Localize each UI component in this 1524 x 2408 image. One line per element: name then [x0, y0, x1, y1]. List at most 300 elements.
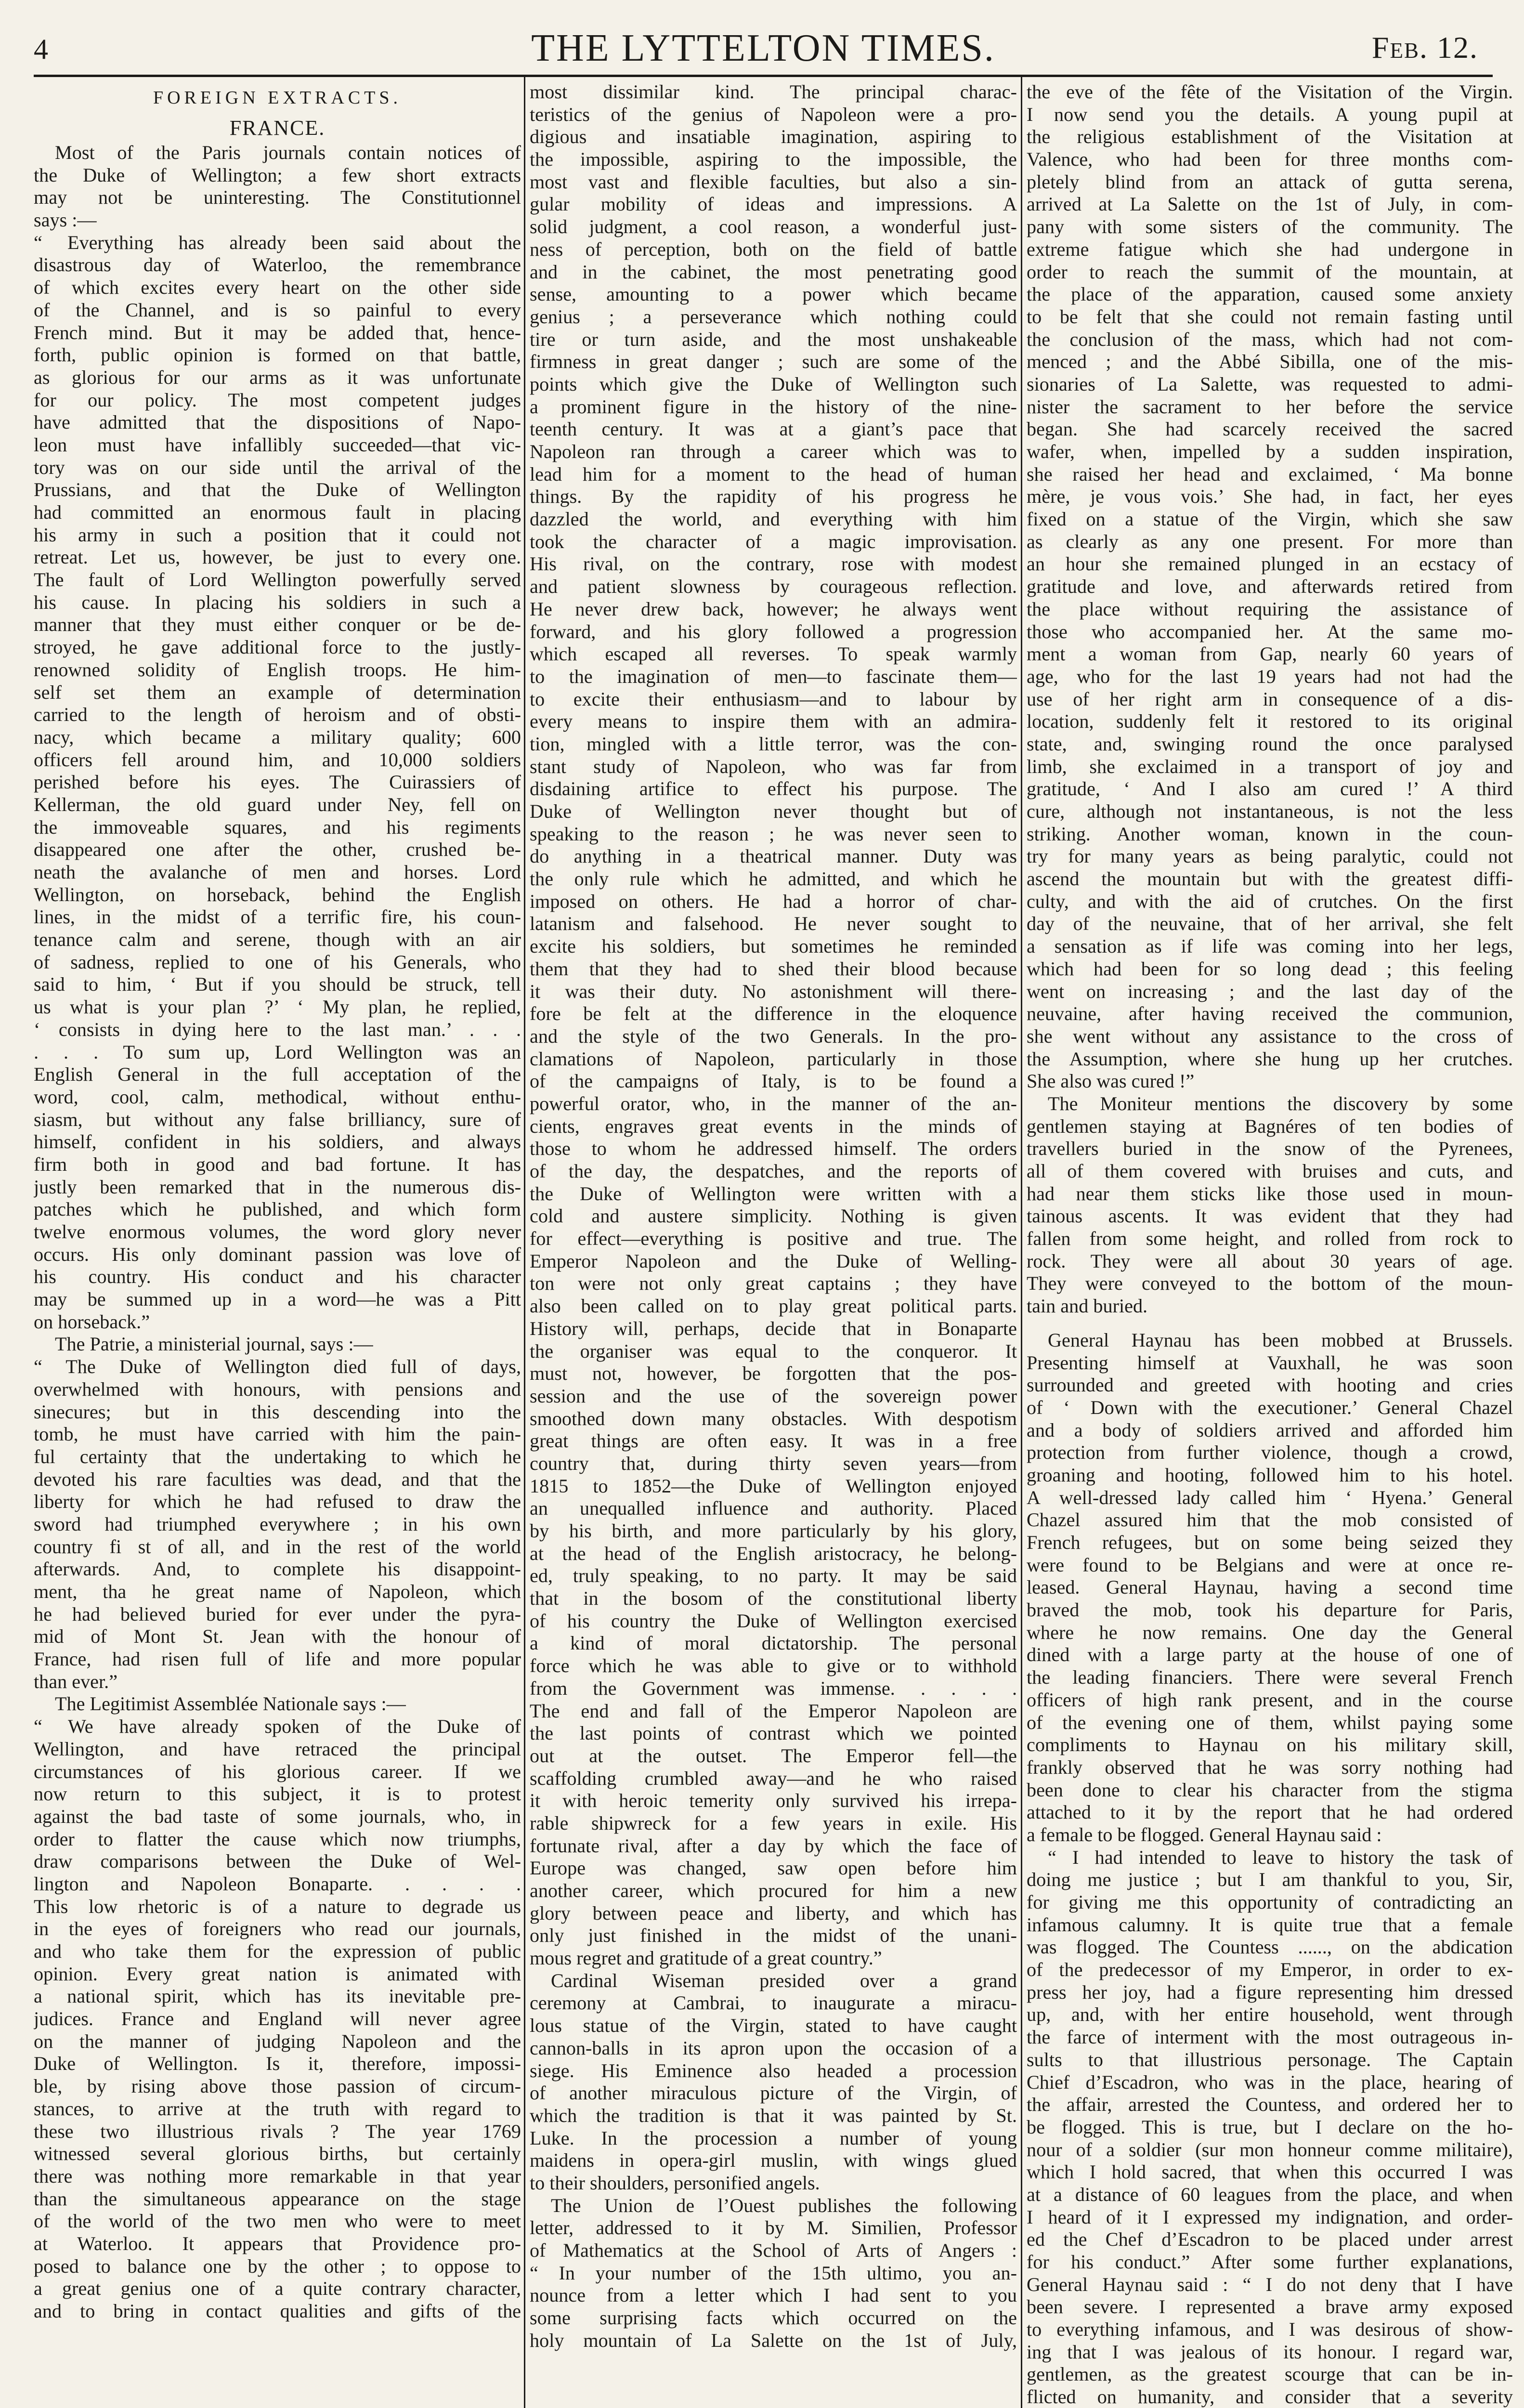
text-line: the conclusion of the mass, which had not com-	[1027, 328, 1513, 350]
text-line: tain and buried.	[1027, 1295, 1148, 1317]
text-line: holy mountain of La Salette on the 1st of July,	[530, 2329, 1017, 2351]
text-line: the Duke of Wellington were written with a	[530, 1182, 1017, 1204]
text-line: This low rhetoric is of a nature to degrade us	[34, 1895, 521, 1917]
text-line: imposed on others. He had a horror of char-	[530, 890, 1017, 912]
text-line: it was their duty. No astonishment will there-	[530, 980, 1017, 1002]
text-line: cannon-balls in its apron upon the occasion of a	[530, 2037, 1017, 2059]
text-line: teenth century. It was at a giant’s pace that	[530, 418, 1017, 440]
text-line: nacy, which became a military quality; 600	[34, 726, 521, 748]
text-line: also been called on to play great political parts.	[530, 1295, 1017, 1317]
text-line: country that, during thirty seven years—from	[530, 1452, 1017, 1474]
text-line: opinion. Every great nation is animated with	[34, 1963, 521, 1985]
text-line: these two illustrious rivals ? The year 1769	[34, 2120, 521, 2142]
text-line: try for many years as being paralytic, could not	[1027, 845, 1513, 867]
text-line: of the world of the two men who were to meet	[34, 2210, 521, 2232]
text-line: Napoleon ran through a career which was to	[530, 441, 1017, 462]
text-line: His rival, on the contrary, rose with modest	[530, 553, 1017, 575]
text-line: those to whom he addressed himself. The orders	[530, 1138, 1017, 1160]
text-line: Wellington, on horseback, behind the English	[34, 883, 521, 905]
text-line: I now send you the details. A young pupil at	[1027, 103, 1513, 125]
text-line: neath the avalanche of men and horses. Lord	[34, 861, 521, 883]
text-line: devoted his rare faculties was dead, and that the	[34, 1468, 521, 1490]
text-line: ing that I was jealous of its honour. I regard war,	[1027, 2341, 1513, 2363]
text-line: a national spirit, which has its inevitable pre-	[34, 1985, 521, 2007]
text-line: may not be uninteresting. The Constitutionnel	[34, 186, 521, 209]
text-line: up, and, with her entire household, went through	[1027, 2003, 1513, 2026]
text-line: French mind. But it may be added that, hence-	[34, 321, 521, 343]
text-line: gratitude, ‘ And I also am cured !’ A third	[1027, 778, 1513, 800]
text-line: ble, by rising above those passion of circum-	[34, 2075, 521, 2097]
text-line: most dissimilar kind. The principal charac-	[530, 81, 1017, 103]
text-line: compliments to Haynau on his military skill,	[1027, 1734, 1513, 1756]
text-line: culty, and with the aid of crutches. On the first	[1027, 890, 1513, 912]
column-2	[530, 81, 1017, 2408]
text-line: the immoveable squares, and his regiments	[34, 816, 521, 838]
text-line: to their shoulders, personified angels.	[530, 2172, 820, 2194]
text-line: where he now remains. One day the General	[1027, 1621, 1513, 1643]
text-line: Presenting himself at Vauxhall, he was soon	[1027, 1351, 1513, 1374]
text-line: to be felt that she could not remain fasting until	[1027, 305, 1513, 327]
text-line: to everything infamous, and I was desirous of show-	[1027, 2318, 1513, 2341]
text-line: and a body of soldiers arrived and afforded him	[1027, 1419, 1513, 1441]
text-line: arrived at La Salette on the 1st of July, in com-	[1027, 193, 1513, 215]
text-line: the only rule which he admitted, and which he	[530, 868, 1017, 890]
text-line: He never drew back, however; he always went	[530, 598, 1017, 620]
text-line: cients, engraves great events in the minds of	[530, 1115, 1017, 1137]
text-line: leased. General Haynau, having a second time	[1027, 1576, 1513, 1598]
text-line: flicted on humanity, and consider that a severity	[1027, 2386, 1513, 2408]
text-line: it with heroic temerity only survived his irrepa-	[530, 1790, 1017, 1812]
masthead-rule	[34, 75, 1493, 77]
text-line: at a distance of 60 leagues from the place, and when	[1027, 2183, 1513, 2205]
text-line: tion, mingled with a little terror, was the con-	[530, 733, 1017, 755]
text-line: menced ; and the Abbé Sibilla, one of the mis-	[1027, 351, 1513, 373]
text-line: sinecures; but in this descending into the	[34, 1400, 521, 1423]
text-line: stroyed, he gave additional force to the justly-	[34, 636, 521, 658]
text-line: of the evening one of them, whilst paying some	[1027, 1711, 1513, 1733]
text-line: tenance calm and serene, though with an air	[34, 929, 521, 951]
text-line: excite his soldiers, but sometimes he reminded	[530, 935, 1017, 957]
column-divider	[524, 76, 525, 2408]
text-line: “ In your number of the 15th ultimo, you an-	[530, 2262, 1017, 2284]
text-line: of Mathematics at the School of Arts of Angers :	[530, 2239, 1017, 2261]
text-line: use of her right arm in consequence of a dis-	[1027, 688, 1513, 710]
text-line: officers fell around him, and 10,000 soldiers	[34, 748, 521, 771]
text-line: occurs. His only dominant passion was love of	[34, 1243, 521, 1265]
text-line: location, suddenly felt it restored to its original	[1027, 710, 1513, 733]
text-line: of sadness, replied to one of his Generals, who	[34, 951, 521, 973]
text-line: to the imagination of men—to fascinate them—	[530, 665, 1017, 687]
text-line: the Duke of Wellington; a few short extracts	[34, 164, 521, 186]
text-line: manner that they must either conquer or be de-	[34, 614, 521, 636]
text-line: 1815 to 1852—the Duke of Wellington enjoyed	[530, 1475, 1017, 1497]
text-line: and the style of the two Generals. In the pro-	[530, 1025, 1017, 1047]
text-line: groaning and hooting, followed him to his hotel.	[1027, 1464, 1513, 1486]
text-line: . . . To sum up, Lord Wellington was an	[34, 1041, 521, 1063]
text-line: overwhelmed with honours, with pensions and	[34, 1378, 521, 1400]
text-line: disappeared one after the other, crushed be-	[34, 838, 521, 861]
text-line: began. She had scarcely received the sacred	[1027, 418, 1513, 440]
text-line: tainous ascents. It was evident that they had	[1027, 1205, 1513, 1227]
text-line: disdaining artifice to effect his purpose. The	[530, 778, 1017, 800]
text-line: draw comparisons between the Duke of Wel-	[34, 1850, 521, 1872]
text-line: English General in the full acceptation of the	[34, 1063, 521, 1086]
text-line: which escaped all reverses. To speak warmly	[530, 643, 1017, 665]
text-line: another career, which procured for him a new	[530, 1880, 1017, 1901]
text-line: mère, je vous vois.’ She had, in fact, her eyes	[1027, 485, 1513, 508]
text-line: patches which he published, and which form	[34, 1198, 521, 1220]
text-line: firm both in good and bad fortune. It has	[34, 1153, 521, 1175]
text-line: order to flatter the cause which now triumphs,	[34, 1828, 521, 1850]
text-line: rable shipwreck for a few years in exile. His	[530, 1812, 1017, 1834]
text-line: to excite their enthusiasm—and to labour by	[530, 688, 1017, 710]
text-line: Luke. In the procession a number of young	[530, 2127, 1017, 2149]
text-line: carried to the length of heroism and of obsti-	[34, 704, 521, 726]
text-line: at the head of the English aristocracy, he belong-	[530, 1542, 1017, 1564]
text-line: press her joy, had a figure representing him dressed	[1027, 1981, 1513, 2003]
text-line: nour of a soldier (sur mon honneur comme militaire),	[1027, 2138, 1513, 2160]
text-line: fallen from some height, and rolled from rock to	[1027, 1228, 1513, 1250]
text-line: session and the use of the sovereign power	[530, 1385, 1017, 1407]
text-line: ascend the mountain but with the greatest diffi-	[1027, 868, 1513, 890]
text-line: than the simultaneous appearance on the stage	[34, 2187, 521, 2210]
text-line: Emperor Napoleon and the Duke of Welling-	[530, 1250, 1017, 1272]
text-line: pany with some sisters of the community. The	[1027, 216, 1513, 238]
text-line: ful certainty that the undertaking to which he	[34, 1445, 521, 1467]
text-line: cold and austere simplicity. Nothing is given	[530, 1205, 1017, 1227]
text-line: from the Government was immense. . . . .	[530, 1677, 1017, 1699]
text-line: he had believed buried for ever under the pyra-	[34, 1603, 521, 1625]
text-line: now return to this subject, it is to protest	[34, 1783, 521, 1805]
text-line: on horseback.”	[34, 1310, 150, 1333]
text-line: stances, to arrive at the truth with regard to	[34, 2097, 521, 2120]
text-line: General Haynau has been mobbed at Brussels.	[1048, 1329, 1513, 1351]
text-line: glory between peace and liberty, and which has	[530, 1902, 1017, 1924]
text-line: than ever.”	[34, 1670, 118, 1692]
text-line: of the day, the despatches, and the reports of	[530, 1160, 1017, 1182]
text-line: digious and insatiable imagination, aspiring to	[530, 126, 1017, 148]
text-line: Cardinal Wiseman presided over a grand	[551, 1969, 1017, 1991]
text-line: the leading financiers. There were several French	[1027, 1666, 1513, 1688]
text-line: striking. Another woman, known in the coun-	[1027, 823, 1513, 845]
text-line: twelve enormous volumes, the word glory never	[34, 1221, 521, 1243]
text-line: must not, however, be forgotten that the pos-	[530, 1362, 1017, 1385]
text-line: against the bad taste of some journals, who, in	[34, 1805, 521, 1827]
text-line: and to bring in contact qualities and gifts of the	[34, 2300, 521, 2322]
text-line: been severe. I represented a brave army exposed	[1027, 2296, 1513, 2318]
text-line: by his birth, and more particularly by his glory,	[530, 1520, 1017, 1542]
text-line: an hour she remained plunged in an ecstacy of	[1027, 553, 1513, 575]
text-line: the organiser was equal to the conqueror. It	[530, 1340, 1017, 1362]
text-line: Valence, who had been for three months com-	[1027, 148, 1513, 170]
text-line: braved the mob, took his departure for Paris,	[1027, 1599, 1513, 1621]
text-line: his cause. In placing his soldiers in such a	[34, 591, 521, 613]
text-line: The Legitimist Assemblée Nationale says :—	[55, 1693, 406, 1715]
text-line: “ I had intended to leave to history the task of	[1048, 1846, 1513, 1868]
text-line: dined with a large party at the house of one of	[1027, 1644, 1513, 1666]
text-line: rock. They were all about 30 years of age.	[1027, 1250, 1513, 1272]
text-line: of another miraculous picture of the Virgin, of	[530, 2082, 1017, 2104]
text-line: limb, she exclaimed in a transport of joy and	[1027, 755, 1513, 777]
text-line: powerful orator, who, in the manner of the an-	[530, 1092, 1017, 1114]
text-line: be flogged. This is true, but I declare on the ho-	[1027, 2116, 1513, 2138]
text-line: most vast and flexible faculties, but also a sin-	[530, 170, 1017, 193]
issue-date: Feb. 12.	[1371, 30, 1478, 65]
text-line: a prominent figure in the history of the nine-	[530, 395, 1017, 418]
text-line: The Patrie, a ministerial journal, says :—	[55, 1333, 373, 1355]
text-line: mous regret and gratitude of a great country.”	[530, 1947, 882, 1969]
text-line: Chief d’Escadron, who was in the place, hearing of	[1027, 2071, 1513, 2093]
text-line: in the eyes of foreigners who read our journals,	[34, 1918, 521, 1940]
text-line: scaffolding crumbled away—and he who raised	[530, 1767, 1017, 1789]
column-divider	[1021, 76, 1022, 2408]
text-line: travellers buried in the snow of the Pyrenees,	[1027, 1138, 1513, 1160]
text-line: the Assumption, where she hung up her crutches.	[1027, 1047, 1513, 1070]
text-line: Europe was changed, saw open before him	[530, 1857, 1017, 1879]
text-line: gratitude and love, and afterwards retired from	[1027, 576, 1513, 598]
text-line: France, had risen full of life and more popular	[34, 1648, 521, 1670]
text-line: force which he was able to give or to withhold	[530, 1655, 1017, 1677]
text-line: leon must have infallibly succeeded—that vic-	[34, 433, 521, 456]
text-line: she went without any assistance to the cross of	[1027, 1025, 1513, 1047]
text-line: was flogged. The Countess ......, on the abdication	[1027, 1936, 1513, 1958]
text-line: wafer, when, impelled by a sudden inspiration,	[1027, 441, 1513, 462]
text-line: mid of Mont St. Jean with the honour of	[34, 1625, 521, 1648]
text-line: “ We have already spoken of the Duke of	[34, 1715, 521, 1738]
text-line: judices. France and England will never agree	[34, 2008, 521, 2030]
text-line: as glorious for our arms as it was unfortunate	[34, 366, 521, 388]
text-line: word, cool, calm, methodical, without enthu-	[34, 1086, 521, 1108]
text-line: gentlemen, as the greatest scourge that can be in-	[1027, 2363, 1513, 2385]
text-line: speaking to the reason ; he was never seen to	[530, 823, 1017, 845]
text-line: lines, in the midst of a terrific fire, his coun-	[34, 906, 521, 928]
text-line: were found to be Belgians and were at once re-	[1027, 1554, 1513, 1576]
text-line: took the character of a magic improvisation.	[530, 530, 1017, 552]
text-line: ed, truly speaking, to no party. It may be said	[530, 1565, 1017, 1587]
text-line: tory was on our side until the arrival of the	[34, 456, 521, 478]
text-line: she raised her head and exclaimed, ‘ Ma bonne	[1027, 463, 1513, 485]
text-line: the affair, arrested the Countess, and ordered her to	[1027, 2094, 1513, 2116]
text-line: all of them covered with bruises and cuts, and	[1027, 1160, 1513, 1182]
text-line: siege. His Eminence also headed a procession	[530, 2059, 1017, 2081]
text-line: on the manner of judging Napoleon and the	[34, 2030, 521, 2052]
text-line: clamations of Napoleon, particularly in those	[530, 1047, 1017, 1070]
text-line: ed the Chef d’Escadron to be placed under arrest	[1027, 2228, 1513, 2251]
text-line: do anything in a theatrical manner. Duty was	[530, 845, 1017, 867]
text-line: attached to it by the report that he had ordered	[1027, 1801, 1513, 1823]
text-line: a sensation as if life was coming into her legs,	[1027, 935, 1513, 957]
text-line: They were conveyed to the bottom of the moun-	[1027, 1272, 1513, 1295]
text-line: which I hold sacred, that when this occurred I was	[1027, 2161, 1513, 2183]
text-line: Wellington, and have retraced the principal	[34, 1738, 521, 1760]
text-line: stant study of Napoleon, who was far from	[530, 755, 1017, 777]
page-number: 4	[34, 33, 48, 65]
text-line: of the Channel, and is so painful to every	[34, 299, 521, 321]
text-line: fortunate rival, after a day by which the face of	[530, 1834, 1017, 1857]
text-line: the place without requiring the assistance of	[1027, 598, 1513, 620]
text-line: may be summed up in a word—he was a Pitt	[34, 1288, 521, 1310]
text-line: tomb, he must have carried with him the pain-	[34, 1423, 521, 1445]
text-line: General Haynau said : “ I do not deny that I have	[1027, 2273, 1513, 2295]
text-line: Prussians, and that the Duke of Wellington	[34, 479, 521, 501]
text-line: ment a woman from Gap, nearly 60 years of	[1027, 643, 1513, 665]
text-line: country fi st of all, and in the rest of the world	[34, 1535, 521, 1557]
text-line: A well-dressed lady called him ‘ Hyena.’ General	[1027, 1486, 1513, 1508]
text-line: his army in such a position that it could not	[34, 523, 521, 546]
text-line: ton were not only great captains ; they have	[530, 1272, 1017, 1295]
text-line: self set them an example of determination	[34, 681, 521, 703]
text-line: frankly observed that he was sorry nothing had	[1027, 1756, 1513, 1778]
text-line: disastrous day of Waterloo, the remembrance	[34, 254, 521, 276]
text-line: French refugees, but on some being seized they	[1027, 1531, 1513, 1553]
text-line: pletely blind from an attack of gutta serena,	[1027, 170, 1513, 193]
text-line: sense, amounting to a power which became	[530, 283, 1017, 305]
text-line: cure, although not instantaneous, is not the less	[1027, 800, 1513, 822]
text-line: an unequalled influence and authority. Placed	[530, 1497, 1017, 1519]
text-line: Kellerman, the old guard under Ney, fell on	[34, 793, 521, 815]
text-line: She also was cured !”	[1027, 1070, 1195, 1092]
text-line: his country. His conduct and his character	[34, 1266, 521, 1288]
text-line: which had been for so long dead ; this feeling	[1027, 957, 1513, 980]
text-line: perished before his eyes. The Cuirassiers of	[34, 771, 521, 793]
text-line: of his country the Duke of Wellington exercised	[530, 1610, 1017, 1632]
section-subheading: FRANCE.	[229, 116, 326, 140]
text-line: a great genius one of a quite contrary character,	[34, 2277, 521, 2300]
text-line: gular mobility of ideas and impressions. A	[530, 193, 1017, 215]
text-line: age, who for the last 19 years had not had the	[1027, 665, 1513, 687]
text-line: The Moniteur mentions the discovery by some	[1048, 1092, 1513, 1114]
text-line: great things are often easy. It was in a free	[530, 1430, 1017, 1452]
text-line: went on increasing ; and the last day of the	[1027, 980, 1513, 1002]
text-line: I heard of it I expressed my indignation, and order-	[1027, 2206, 1513, 2228]
text-line: himself, confident in his soldiers, and always	[34, 1131, 521, 1153]
text-line: “ Everything has already been said about the	[34, 231, 521, 253]
text-line: been done to clear his character from the stigma	[1027, 1779, 1513, 1801]
text-line: ment, tha he great name of Napoleon, which	[34, 1581, 521, 1602]
text-line: solid judgment, a cool reason, a wonderful just-	[530, 216, 1017, 238]
newspaper-title: THE LYTTELTON TIMES.	[531, 27, 995, 69]
text-line: officers of high rank present, and in the course	[1027, 1688, 1513, 1711]
text-line: sword had triumphed everywhere ; in his own	[34, 1513, 521, 1535]
text-line: Duke of Wellington. Is it, therefore, impossi-	[34, 2053, 521, 2075]
text-line: every means to inspire them with an admira-	[530, 710, 1017, 733]
text-line: as clearly as any one present. For more than	[1027, 530, 1513, 552]
text-line: sults to that illustrious personage. The Captain	[1027, 2048, 1513, 2070]
text-line: for our policy. The most competent judges	[34, 389, 521, 411]
text-line: some surprising facts which occurred on the	[530, 2307, 1017, 2329]
text-line: renowned solidity of English troops. He him-	[34, 658, 521, 681]
text-line: Most of the Paris journals contain notices of	[55, 142, 521, 163]
text-line: surrounded and greeted with hooting and cries	[1027, 1374, 1513, 1396]
text-line: circumstances of his glorious career. If we	[34, 1760, 521, 1782]
text-line: points which give the Duke of Wellington such	[530, 373, 1017, 395]
text-line: for giving me this opportunity of contradicting an	[1027, 1891, 1513, 1913]
text-line: ness of perception, both on the field of battle	[530, 238, 1017, 260]
text-line: at Waterloo. It appears that Providence pro-	[34, 2232, 521, 2254]
text-line: and who take them for the expression of public	[34, 1940, 521, 1962]
text-line: the religious establishment of the Visitation at	[1027, 126, 1513, 148]
text-line: of the predecessor of my Emperor, in order to ex-	[1027, 1959, 1513, 1981]
text-line: things. By the rapidity of his progress he	[530, 485, 1017, 508]
text-line: of the campaigns of Italy, is to be found a	[530, 1070, 1017, 1092]
text-line: and in the cabinet, the most penetrating good	[530, 261, 1017, 283]
text-line: The fault of Lord Wellington powerfully served	[34, 569, 521, 591]
text-line: says :—	[34, 209, 97, 231]
text-line: ceremony at Cambrai, to inaugurate a miracu-	[530, 1992, 1017, 2014]
text-line: tire or turn aside, and the most unshakeable	[530, 328, 1017, 350]
text-line: lington and Napoleon Bonaparte. . . . .	[34, 1872, 521, 1895]
text-line: lous statue of the Virgin, stated to have caught	[530, 2015, 1017, 2037]
text-line: gentlemen staying at Bagnéres of ten bodies of	[1027, 1115, 1513, 1137]
text-line: protection from further violence, though a crowd,	[1027, 1441, 1513, 1464]
text-line: which the tradition is that it was painted by St.	[530, 2104, 1017, 2126]
text-line: witnessed several glorious births, but certainly	[34, 2143, 521, 2165]
text-line: ‘ consists in dying here to the last man.’ . . .	[34, 1018, 521, 1040]
text-line: liberty for which he had refused to draw the	[34, 1491, 521, 1513]
text-line: The Union de l’Ouest publishes the following	[551, 2194, 1017, 2216]
column-1	[34, 81, 521, 2408]
text-line: them that they had to shed their blood because	[530, 957, 1017, 980]
text-line: “ The Duke of Wellington died full of days,	[34, 1356, 521, 1378]
text-line: out at the outset. The Emperor fell—the	[530, 1744, 1017, 1767]
text-line: forth, public opinion is formed on that battle,	[34, 344, 521, 366]
text-line: state, and, swinging round the once paralysed	[1027, 733, 1513, 755]
text-line: teristics of the genius of Napoleon were a pro-	[530, 103, 1017, 125]
text-line: only just finished in the midst of the unani-	[530, 1924, 1017, 1947]
text-line: extreme fatigue which she had undergone in	[1027, 238, 1513, 260]
text-line: those who accompanied her. At the same mo-	[1027, 620, 1513, 642]
text-line: fixed on a statue of the Virgin, which she saw	[1027, 508, 1513, 530]
text-line: the farce of interment with the most outrageous in-	[1027, 2026, 1513, 2048]
text-line: latanism and falsehood. He never sought to	[530, 913, 1017, 935]
text-line: forward, and his glory followed a progression	[530, 620, 1017, 642]
text-line: had near them sticks like those used in moun-	[1027, 1182, 1513, 1204]
text-line: History will, perhaps, decide that in Bonaparte	[530, 1317, 1017, 1339]
text-line: nister the sacrament to her before the service	[1027, 395, 1513, 418]
text-line: dazzled the world, and everything with him	[530, 508, 1017, 530]
text-line: justly been remarked that in the numerous dis-	[34, 1176, 521, 1198]
column-3	[1027, 81, 1513, 2408]
text-line: Chazel assured him that the mob consisted of	[1027, 1509, 1513, 1531]
text-line: for effect—everything is positive and true. The	[530, 1228, 1017, 1250]
text-line: had committed an enormous fault in placing	[34, 501, 521, 523]
text-line: lead him for a moment to the head of human	[530, 463, 1017, 485]
text-line: sionaries of La Salette, was requested to admi-	[1027, 373, 1513, 395]
text-line: nounce from a letter which I had sent to you	[530, 2284, 1017, 2306]
text-line: genius ; a perseverance which nothing could	[530, 305, 1017, 327]
text-line: a female to be flogged. General Haynau said :	[1027, 1823, 1382, 1845]
text-line: of ‘ Down with the executioner.’ General Chazel	[1027, 1396, 1513, 1418]
text-line: the impossible, aspiring to the impossible, the	[530, 148, 1017, 170]
text-line: siasm, but without any false brilliancy, sure of	[34, 1108, 521, 1130]
text-line: Duke of Wellington never thought but of	[530, 800, 1017, 822]
text-line: The end and fall of the Emperor Napoleon are	[530, 1700, 1017, 1722]
section-heading: FOREIGN EXTRACTS.	[153, 88, 402, 108]
text-line: there was nothing more remarkable in that year	[34, 2165, 521, 2187]
text-line: and patient slowness by courageous reflection.	[530, 576, 1017, 598]
text-line: for his conduct.” After some further explanations,	[1027, 2251, 1513, 2273]
text-line: neuvaine, after having received the communion,	[1027, 1003, 1513, 1025]
masthead	[34, 0, 1493, 72]
text-line: that in the bosom of the constitutional liberty	[530, 1587, 1017, 1610]
text-line: fore be felt at the difference in the eloquence	[530, 1003, 1017, 1025]
text-line: letter, addressed to it by M. Similien, Professor	[530, 2217, 1017, 2239]
text-line: maidens in opera-girl muslin, with wings glued	[530, 2149, 1017, 2172]
text-line: us what is your plan ?’ ‘ My plan, he replied,	[34, 996, 521, 1018]
text-line: order to reach the summit of the mountain, at	[1027, 261, 1513, 283]
text-line: have admitted that the dispositions of Napo-	[34, 411, 521, 433]
text-line: smoothed down many obstacles. With despotism	[530, 1407, 1017, 1429]
